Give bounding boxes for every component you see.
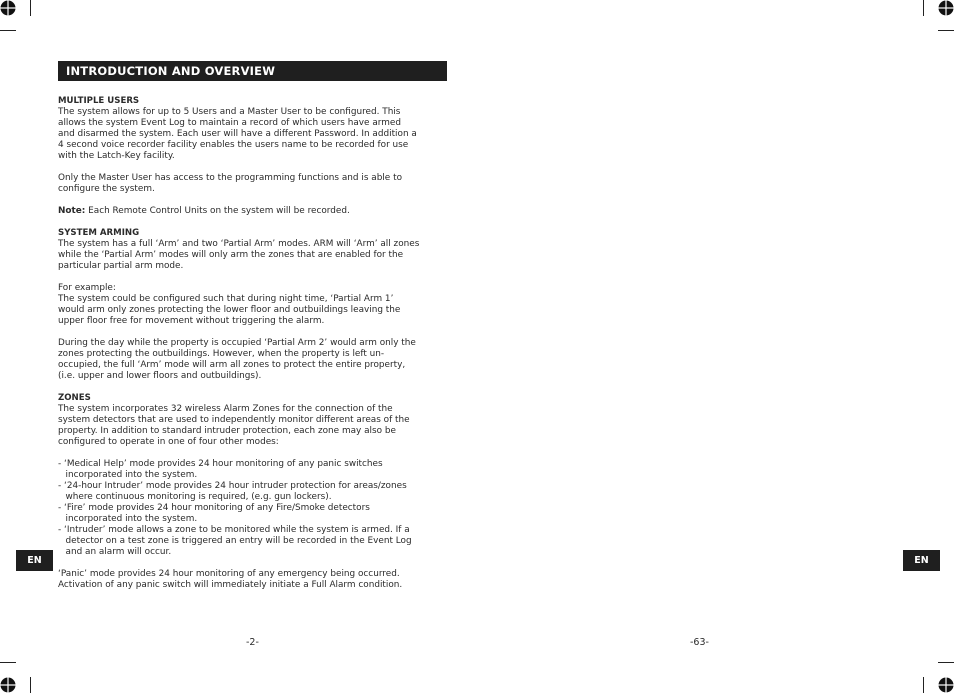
text-line: Only the Master User has access to the programming functions and is able to [58, 173, 402, 183]
text-line: 4 second voice recorder facility enables the users name to be recorded for use [58, 140, 409, 150]
text-line: allows the system Event Log to maintain a record of which users have armed [58, 118, 401, 128]
text-line: occupied, the full ‘Arm’ mode will arm all zones to protect the entire property, [58, 360, 406, 370]
text-line: For example: [58, 283, 116, 293]
text-line: The system incorporates 32 wireless Alarm Zones for the connection of the [58, 404, 393, 414]
language-tab-right: EN [903, 550, 940, 571]
heading-multiple-users: MULTIPLE USERS [58, 96, 140, 106]
crop-mark [938, 30, 954, 31]
zone-mode-item: - ‘Medical Help’ mode provides 24 hour monitoring of any panic switches [58, 459, 383, 469]
zone-mode-item: - ‘24-hour Intruder’ mode provides 24 hour intruder protection for areas/zones [58, 481, 407, 491]
text-line: The system could be configured such that during night time, ‘Partial Arm 1’ [58, 294, 394, 304]
page-number-right: -63- [690, 637, 709, 648]
crop-mark [923, 0, 924, 16]
crop-mark [30, 0, 31, 16]
text-line: configured to operate in one of four other modes: [58, 437, 279, 447]
crop-mark [0, 30, 16, 31]
text-line: During the day while the property is occupied ‘Partial Arm 2’ would arm only the [58, 338, 416, 348]
text-line: with the Latch-Key facility. [58, 151, 175, 161]
zone-mode-item-cont: detector on a test zone is triggered an entry will be recorded in the Event Log [65, 536, 412, 546]
text-line: Activation of any panic switch will immediately initiate a Full Alarm condition. [58, 580, 403, 590]
registration-mark-icon [938, 677, 954, 693]
section-title: INTRODUCTION AND OVERVIEW [58, 61, 447, 81]
zone-mode-item-cont: incorporated into the system. [65, 514, 198, 524]
note [58, 206, 450, 217]
zone-mode-item-cont: and an alarm will occur. [65, 547, 172, 557]
crop-mark [923, 677, 924, 693]
text-line: upper floor free for movement without triggering the alarm. [58, 316, 325, 326]
text-line: while the ‘Partial Arm’ modes will only arm the zones that are enabled for the [58, 250, 404, 260]
text-line: system detectors that are used to independently monitor different areas of the [58, 415, 410, 425]
registration-mark-icon [0, 677, 16, 693]
zone-mode-item-cont: where continuous monitoring is required, (e.g. gun lockers). [65, 492, 332, 502]
registration-mark-icon [0, 0, 16, 16]
note-label: Note: [58, 206, 86, 216]
language-tab-left: EN [16, 550, 53, 571]
page-content [58, 96, 450, 591]
text-line: (i.e. upper and lower floors and outbuildings). [58, 371, 262, 381]
page-number-left: -2- [246, 637, 259, 648]
text-line: configure the system. [58, 184, 155, 194]
crop-mark [0, 662, 16, 663]
text-line: The system has a full ‘Arm’ and two ‘Partial Arm’ modes. ARM will ‘Arm’ all zones [58, 239, 420, 249]
zone-mode-item-cont: incorporated into the system. [65, 470, 198, 480]
registration-mark-icon [938, 0, 954, 16]
heading-zones: ZONES [58, 393, 91, 403]
text-line: zones protecting the outbuildings. However, when the property is left un- [58, 349, 385, 359]
text-line: would arm only zones protecting the lower floor and outbuildings leaving the [58, 305, 401, 315]
heading-system-arming: SYSTEM ARMING [58, 228, 140, 238]
crop-mark [938, 662, 954, 663]
text-line: The system allows for up to 5 Users and a Master User to be configured. This [58, 107, 401, 117]
note-text: Each Remote Control Units on the system will be recorded. [85, 206, 350, 216]
text-line: particular partial arm mode. [58, 261, 184, 271]
text-line: and disarmed the system. Each user will have a different Password. In addition a [58, 129, 417, 139]
text-line: property. In addition to standard intruder protection, each zone may also be [58, 426, 396, 436]
text-line: ‘Panic’ mode provides 24 hour monitoring of any emergency being occurred. [58, 569, 400, 579]
crop-mark [30, 677, 31, 693]
zone-mode-item: - ‘Intruder’ mode allows a zone to be monitored while the system is armed. If a [58, 525, 410, 535]
zone-mode-item: - ‘Fire’ mode provides 24 hour monitoring of any Fire/Smoke detectors [58, 503, 370, 513]
